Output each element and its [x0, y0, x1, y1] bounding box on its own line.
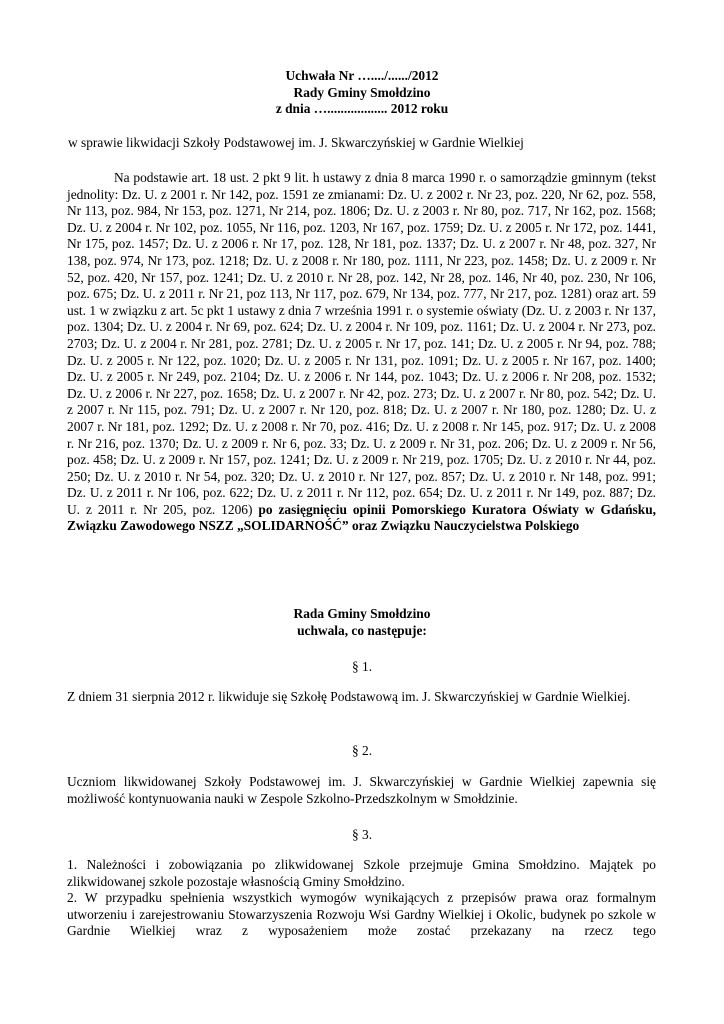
legal-basis-paragraph — [67, 170, 656, 535]
council-resolves-text: uchwala, co następuje: — [297, 622, 427, 638]
resolution-subject: w sprawie likwidacji Szkoły Podstawowej im. J. Skwarczyńskiej w Gardnie Wielkiej — [68, 135, 524, 150]
resolution-header — [0, 68, 724, 118]
resolution-date: z dnia ….................. 2012 roku — [275, 101, 449, 117]
section-2-text: Uczniom likwidowanej Szkoły Podstawowej im. J. Skwarczyńskiej w Gardnie Wielkiej zapewnia się możliwość kontynuowania nauki w Zespole Szkolno-Przedszkolnym w Smołdzinie. — [67, 774, 656, 806]
resolution-number: Uchwała Nr …..../....../2012 — [285, 68, 439, 83]
section-3-point-1: 1. Należności i zobowiązania po zlikwidowanej Szkole przejmuje Gmina Smołdzino. Majątek po zlikwidowanej szkole pozostaje własnością Gminy Smołdzino. — [67, 857, 656, 889]
council-title: Rada Gminy Smołdzino — [293, 606, 431, 621]
section-2-number: § 2. — [351, 743, 373, 758]
section-3-point-2: 2. W przypadku spełnienia wszystkich wymogów wynikających z przepisów prawa oraz formalnym utworzeniu i zarejestrowaniu Stowarzyszenia Rozwoju Wsi Gardny Wielkiej i Okolic, budynek po szkole w Gardnie Wielkiej wraz z wyposażeniem może zostać przekazany na rzecz tego — [67, 890, 656, 939]
council-resolves — [0, 606, 724, 639]
legal-basis-text: Na podstawie art. 18 ust. 2 pkt 9 lit. h ustawy z dnia 8 marca 1990 r. o samorządzie gminnym (tekst jednolity: Dz. U. z 2001 r. Nr 142, poz. 1591 ze zmianami: Dz. U. z 2002 r. Nr 23, poz. 220, Nr 62, poz. 558, Nr 113, poz. 984, Nr 153, poz. 1271, Nr 214, poz. 1806; Dz. U. z 2003 r. Nr 80, poz. 717, Nr 162, poz. 1568; Dz. U. z 2004 r. Nr 102, poz. 1055, Nr 116, poz. 1203, Nr 167, poz. 1759; Dz. U. z 2005 r. Nr 172, poz. 1441, Nr 175, poz. 1457; Dz. U. z 2006 r. Nr 17, poz. 128, Nr 181, poz. 1337; Dz. U. z 2007 r. Nr 48, poz. 327, Nr 138, poz. 974, Nr 173, poz. 1218; Dz. U. z 2008 r. Nr 180, poz. 1111, Nr 223, poz. 1458; Dz. U. z 2009 r. Nr 52, poz. 420, Nr 157, poz. 1241; Dz. U. z 2010 r. Nr 28, poz. 142, Nr 28, poz. 146, Nr 40, poz. 230, Nr 106, poz. 675; Dz. U. z 2011 r. Nr 21, poz 113, Nr 117, poz. 679, Nr 134, poz. 777, Nr 217, poz. 1281) oraz art. 59 ust. 1 w związku z art. 5c pkt 1 ustawy z dnia 7 września 1991 r. o systemie oświaty (Dz. U. z 2003 r. Nr 137, poz. 1304; Dz. U. z 2004 r. Nr 69, poz. 624; Dz. U. z 2004 r. Nr 109, poz. 1161; Dz. U. z 2004 r. Nr 273, poz. 2703; Dz. U. z 2004 r. Nr 281, poz. 2781; Dz. U. z 2005 r. Nr 17, poz. 141; Dz. U. z 2005 r. Nr 94, poz. 788; Dz. U. z 2005 r. Nr 122, poz. 1020; Dz. U. z 2005 r. Nr 131, poz. 1091; Dz. U. z 2005 r. Nr 167, poz. 1400; Dz. U. z 2005 r. Nr 249, poz. 2104; Dz. U. z 2006 r. Nr 144, poz. 1043; Dz. U. z 2006 r. Nr 208, poz. 1532; Dz. U. z 2006 r. Nr 227, poz. 1658; Dz. U. z 2007 r. Nr 42, poz. 273; Dz. U. z 2007 r. Nr 80, poz. 542; Dz. U. z 2007 r. Nr 115, poz. 791; Dz. U. z 2007 r. Nr 120, poz. 818; Dz. U. z 2007 r. Nr 180, poz. 1280; Dz. U. z 2007 r. Nr 181, poz. 1292; Dz. U. z 2008 r. Nr 70, poz. 416; Dz. U. z 2008 r. Nr 145, poz. 917; Dz. U. z 2008 r. Nr 216, poz. 1370; Dz. U. z 2009 r. Nr 6, poz. 33; Dz. U. z 2009 r. Nr 31, poz. 206; Dz. U. z 2009 r. Nr 56, poz. 458; Dz. U. z 2009 r. Nr 157, poz. 1241; Dz. U. z 2009 r. Nr 219, poz. 1705; Dz. U. z 2010 r. Nr 44, poz. 250; Dz. U. z 2010 r. Nr 54, poz. 320; Dz. U. z 2010 r. Nr 127, poz. 857; Dz. U. z 2010 r. Nr 148, poz. 991; Dz. U. z 2011 r. Nr 106, poz. 622; Dz. U. z 2011 r. Nr 112, poz. 654; Dz. U. z 2011 r. Nr 149, poz. 887; Dz. U. z 2011 r. Nr 205, poz. 1206) — [67, 170, 656, 517]
consultation-text: po zasięgnięciu opinii Pomorskiego Kuratora Oświaty w Gdańsku, Związku Zawodowego NSZZ „SOLIDARNOŚĆ” oraz Związku Nauczycielstwa Polskiego — [67, 501, 656, 534]
council-name: Rady Gminy Smołdzino — [293, 84, 431, 100]
section-3-number: § 3. — [351, 827, 373, 842]
section-1-number: § 1. — [351, 659, 373, 674]
section-1-text: Z dniem 31 sierpnia 2012 r. likwiduje się Szkołę Podstawową im. J. Skwarczyńskiej w Gardnie Wielkiej. — [67, 689, 631, 704]
